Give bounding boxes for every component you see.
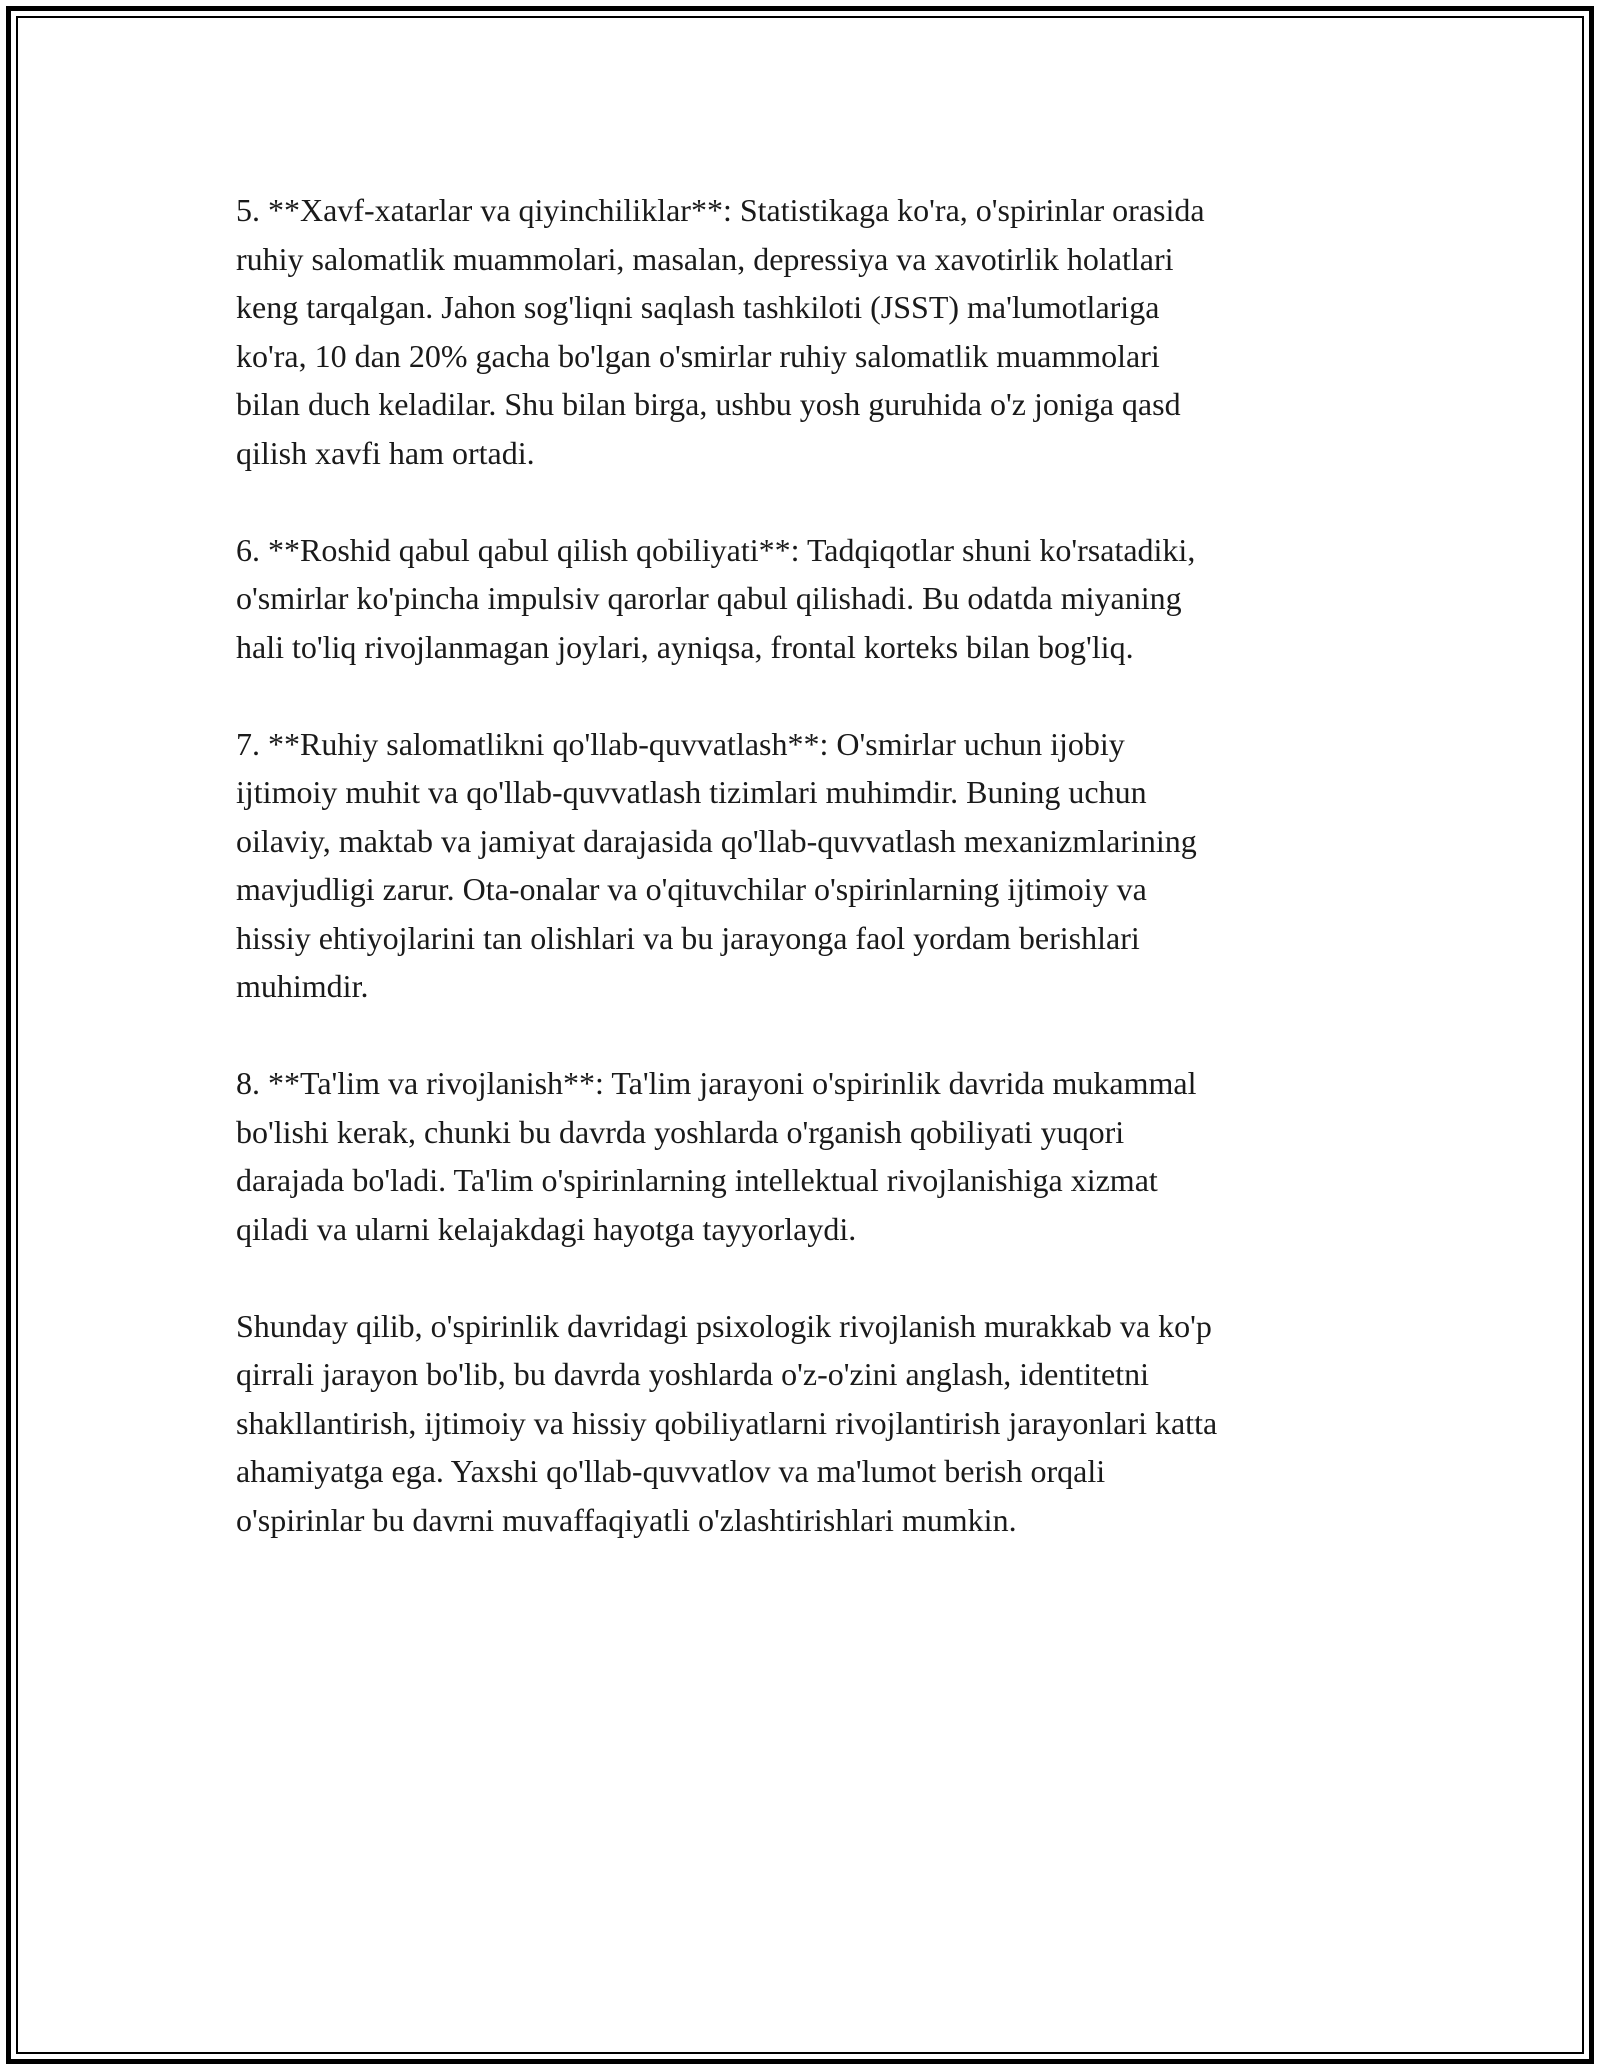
paragraph-mental-health-support: 7. **Ruhiy salomatlikni qo'llab-quvvatlash**: O'smirlar uchun ijobiy ijtimoiy muhit va qo'llab-quvvatlash tizimlari muhimdir. Buning uchun oilaviy, maktab va jamiyat darajasida qo'llab-quvvatlash mexanizmlarining mavjudligi zarur. Ota-onalar va o'qituvchilar o'spirinlarning ijtimoiy va hissiy ehtiyojlarini tan olishlari va bu jarayonga faol yordam berishlari muhimdir.	[236, 725, 1197, 1004]
paragraph-education-and-development: 8. **Ta'lim va rivojlanish**: Ta'lim jarayoni o'spirinlik davrida mukammal bo'lishi kerak, chunki bu davrda yoshlarda o'rganish qobiliyati yuqori darajada bo'ladi. Ta'lim o'spirinlarning intellektual rivojlanishiga xizmat qiladi va ularni kelajakdagi hayotga tayyorlaydi.	[236, 1065, 1197, 1247]
document-body	[236, 186, 1376, 1593]
paragraph-conclusion: Shunday qilib, o'spirinlik davridagi psixologik rivojlanish murakkab va ko'p qirrali jarayon bo'lib, bu davrda yoshlarda o'z-o'zini anglash, identitetni shakllantirish, ijtimoiy va hissiy qobiliyatlarni rivojlantirish jarayonlari katta ahamiyatga ega. Yaxshi qo'llab-quvvatlov va ma'lumot berish orqali o'spirinlar bu davrni muvaffaqiyatli o'zlashtirishlari mumkin.	[236, 1307, 1218, 1538]
paragraph-risks-and-challenges: 5. **Xavf-xatarlar va qiyinchiliklar**: Statistikaga ko'ra, o'spirinlar orasida ruhiy salomatlik muammolari, masalan, depressiya va xavotirlik holatlari keng tarqalgan. Jahon sog'liqni saqlash tashkiloti (JSST) ma'lumotlariga ko'ra, 10 dan 20% gacha bo'lgan o'smirlar ruhiy salomatlik muammolari bilan duch keladilar. Shu bilan birga, ushbu yosh guruhida o'z joniga qasd qilish xavfi ham ortadi.	[236, 192, 1205, 471]
paragraph-decision-making: 6. **Roshid qabul qabul qilish qobiliyati**: Tadqiqotlar shuni ko'rsatadiki, o'smirlar ko'pincha impulsiv qarorlar qabul qilishadi. Bu odatda miyaning hali to'liq rivojlanmagan joylari, ayniqsa, frontal korteks bilan bog'liq.	[236, 531, 1196, 665]
